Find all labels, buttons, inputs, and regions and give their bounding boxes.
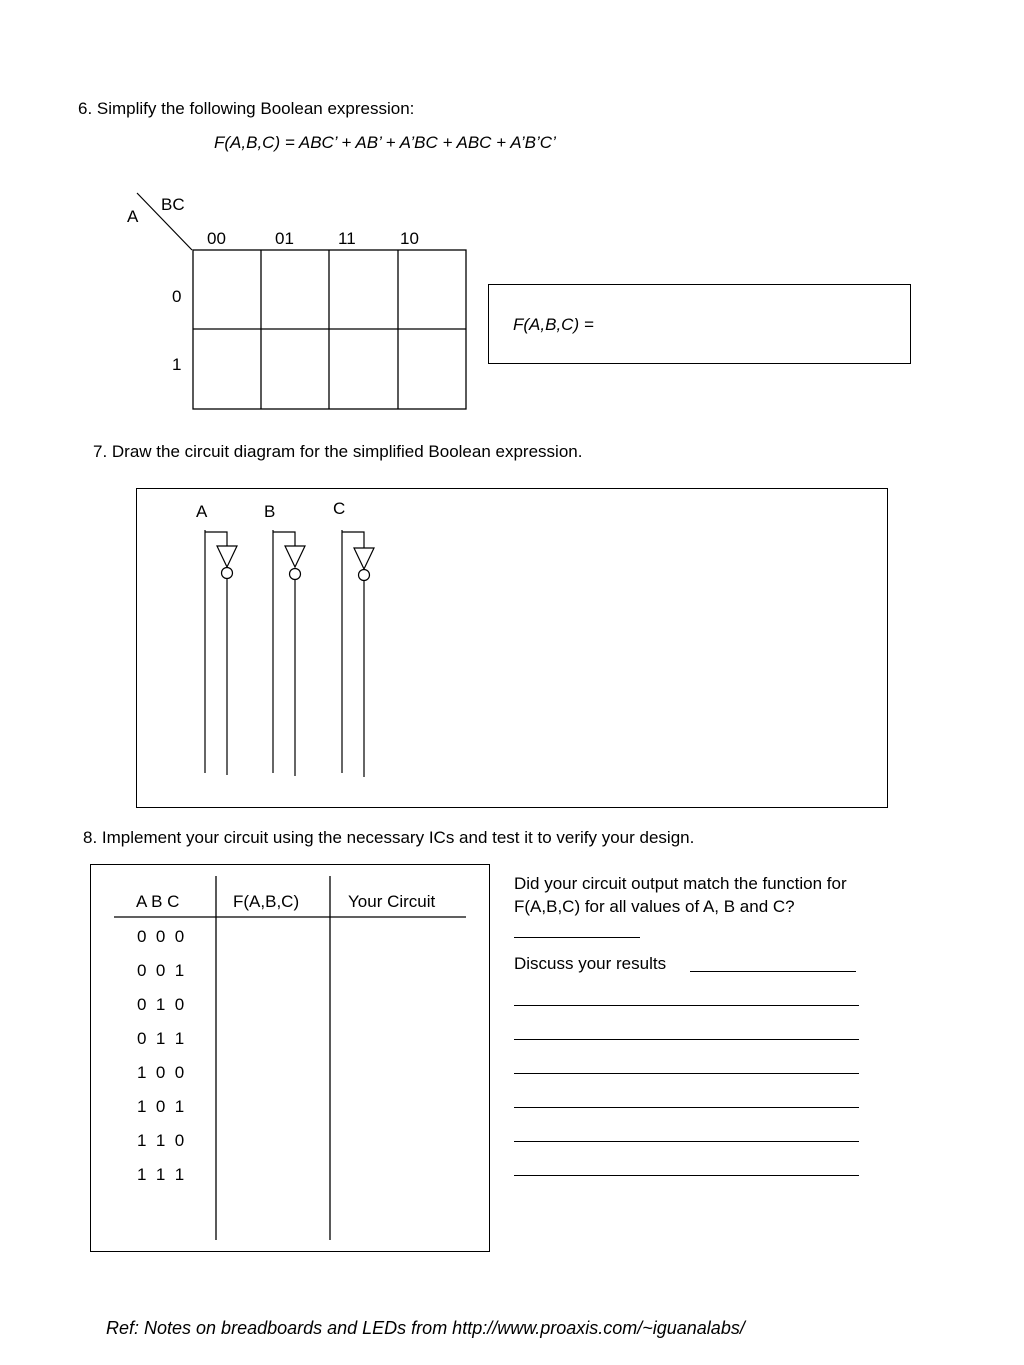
table-row: 1 1 0 bbox=[137, 1131, 185, 1150]
discuss-blank[interactable] bbox=[514, 1039, 859, 1040]
kmap-row-header: 1 bbox=[172, 355, 182, 374]
discuss-blank[interactable] bbox=[514, 1175, 859, 1176]
table-row: 1 0 0 bbox=[137, 1063, 185, 1082]
discuss-blank[interactable] bbox=[514, 1141, 859, 1142]
kmap-col-header: 00 bbox=[207, 229, 226, 248]
footer-reference: Ref: Notes on breadboards and LEDs from http://www.proaxis.com/~iguanalabs/ bbox=[106, 1318, 745, 1338]
q8-prompt: 8. Implement your circuit using the necessary ICs and test it to verify your design. bbox=[83, 828, 695, 847]
discuss-label: Discuss your results bbox=[514, 954, 667, 973]
q6-expression: F(A,B,C) = ABC’ + AB’ + A’BC + ABC + A’B’C’ bbox=[214, 133, 556, 152]
input-label-a: A bbox=[196, 502, 208, 521]
kmap-col-header: 10 bbox=[400, 229, 419, 248]
input-label-b: B bbox=[264, 502, 276, 521]
table-row: 0 1 1 bbox=[137, 1029, 185, 1048]
discuss-blank[interactable] bbox=[514, 1073, 859, 1074]
kmap-col-var: BC bbox=[161, 195, 185, 214]
kmap-row-var: A bbox=[127, 207, 139, 226]
table-row: 0 0 0 bbox=[137, 927, 185, 946]
discuss-blank[interactable] bbox=[690, 971, 856, 972]
table-row: 0 1 0 bbox=[137, 995, 185, 1014]
input-label-c: C bbox=[333, 499, 346, 518]
table-row: 1 0 1 bbox=[137, 1097, 185, 1116]
kmap-col-header: 01 bbox=[275, 229, 294, 248]
match-question-line1: Did your circuit output match the function for bbox=[514, 874, 847, 893]
kmap-col-header: 11 bbox=[338, 229, 356, 248]
discuss-blank[interactable] bbox=[514, 1107, 859, 1108]
table-header-abc: A B C bbox=[136, 892, 180, 911]
discuss-blank[interactable] bbox=[514, 1005, 859, 1006]
answer-label: F(A,B,C) = bbox=[513, 315, 594, 334]
table-row: 1 1 1 bbox=[137, 1165, 185, 1184]
kmap-row-header: 0 bbox=[172, 287, 182, 306]
q7-prompt: 7. Draw the circuit diagram for the simplified Boolean expression. bbox=[93, 442, 583, 461]
table-header-f: F(A,B,C) bbox=[233, 892, 300, 911]
table-row: 0 0 1 bbox=[137, 961, 185, 980]
q6-prompt: 6. Simplify the following Boolean expression: bbox=[78, 99, 415, 118]
table-header-your-circuit: Your Circuit bbox=[348, 892, 436, 911]
match-question-line2: F(A,B,C) for all values of A, B and C? bbox=[514, 897, 795, 916]
match-answer-blank[interactable] bbox=[514, 937, 640, 938]
